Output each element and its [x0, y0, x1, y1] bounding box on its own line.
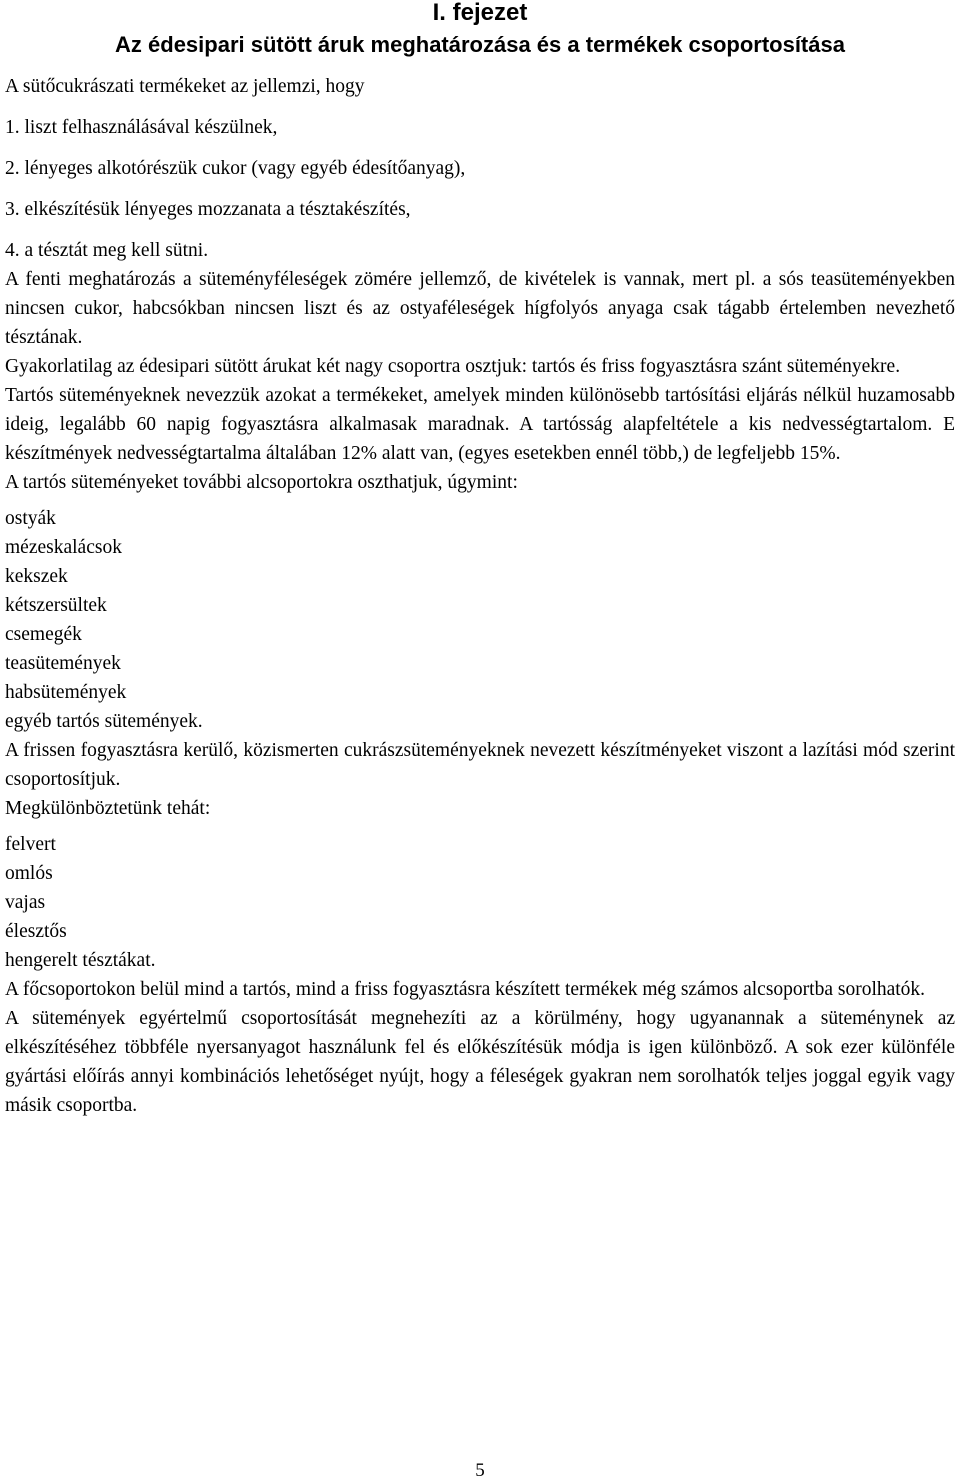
list-item: élesztős	[5, 921, 67, 942]
paragraph-subgroups: A főcsoportokon belül mind a tartós, mind a friss fogyasztásra készített termékek még számos alcsoportba sorolhatók.	[5, 979, 926, 1000]
fresh-types-list	[5, 830, 955, 975]
list-item: csemegék	[5, 624, 82, 645]
list-item: mézeskalácsok	[5, 537, 122, 558]
list-item: felvert	[5, 834, 56, 855]
list-item: hengerelt tésztákat.	[5, 950, 156, 971]
list-item: kekszek	[5, 566, 68, 587]
list-item: vajas	[5, 892, 46, 913]
criteria-item: 2. lényeges alkotórészük cukor (vagy egyéb édesítőanyag),	[5, 158, 466, 179]
criteria-item: 4. a tésztát meg kell sütni.	[5, 240, 209, 261]
durable-subgroups-list	[5, 504, 955, 736]
intro-section	[5, 72, 955, 265]
paragraph-two-groups: Gyakorlatilag az édesipari sütött árukat két nagy csoportra osztjuk: tartós és friss fogyasztásra szánt süteményekre.	[5, 356, 901, 377]
paragraph-durable-definition: Tartós süteményeknek nevezzük azokat a termékeket, amelyek minden különösebb tartósítási eljárás nélkül huzamosabb ideig, legalább 60 napig fogyasztásra alkalmasak maradnak. A tartósság alapfeltétele a kis nedvességtartalom. E készítmények nedvességtartalma általában 12% alatt van, (egyes esetekben ennél több,) de legfeljebb 15%.	[5, 385, 955, 464]
paragraph-distinguish-intro: Megkülönböztetünk tehát:	[5, 798, 211, 819]
page-number: 5	[475, 1460, 485, 1481]
criteria-list	[5, 113, 955, 265]
document-page	[5, 0, 955, 1120]
list-item: omlós	[5, 863, 53, 884]
body-text	[5, 265, 955, 1120]
criteria-item: 3. elkészítésük lényeges mozzanata a tésztakészítés,	[5, 199, 411, 220]
paragraph-classification-difficulty: A sütemények egyértelmű csoportosítását megnehezíti az a körülmény, hogy ugyanannak a süteménynek az elkészítéséhez többféle nyersanyagot használunk fel és előkészítésük módja is igen különböző. A sok ezer különféle gyártási előírás annyi kombinációs lehetőséget nyújt, hogy a féleségek gyakran nem sorolhatók teljes joggal egyik vagy másik csoportba.	[5, 1008, 955, 1116]
list-item: egyéb tartós sütemények.	[5, 711, 203, 732]
chapter-title: Az édesipari sütött áruk meghatározása és a termékek csoportosítása	[115, 32, 845, 57]
chapter-number: I. fejezet	[432, 0, 528, 26]
paragraph-durable-subgroups-intro: A tartós süteményeket további alcsoportokra oszthatjuk, úgymint:	[5, 472, 518, 493]
list-item: habsütemények	[5, 682, 127, 703]
paragraph-exceptions: A fenti meghatározás a süteményféleségek zömére jellemző, de kivételek is vannak, mert pl. a sós teasüteményekben nincsen cukor, habcsókban nincsen liszt és az ostyaféleségek hígfolyós anyaga csak tágabb értelemben nevezhető tésztának.	[5, 269, 955, 348]
criteria-item: 1. liszt felhasználásával készülnek,	[5, 117, 278, 138]
list-item: ostyák	[5, 508, 56, 529]
paragraph-fresh-grouping: A frissen fogyasztásra kerülő, közismerten cukrászsüteményeknek nevezett készítményeket viszont a lazítási mód szerint csoportosítjuk.	[5, 740, 955, 790]
intro-sentence: A sütőcukrászati termékeket az jellemzi, hogy	[5, 76, 365, 97]
list-item: teasütemények	[5, 653, 121, 674]
list-item: kétszersültek	[5, 595, 107, 616]
